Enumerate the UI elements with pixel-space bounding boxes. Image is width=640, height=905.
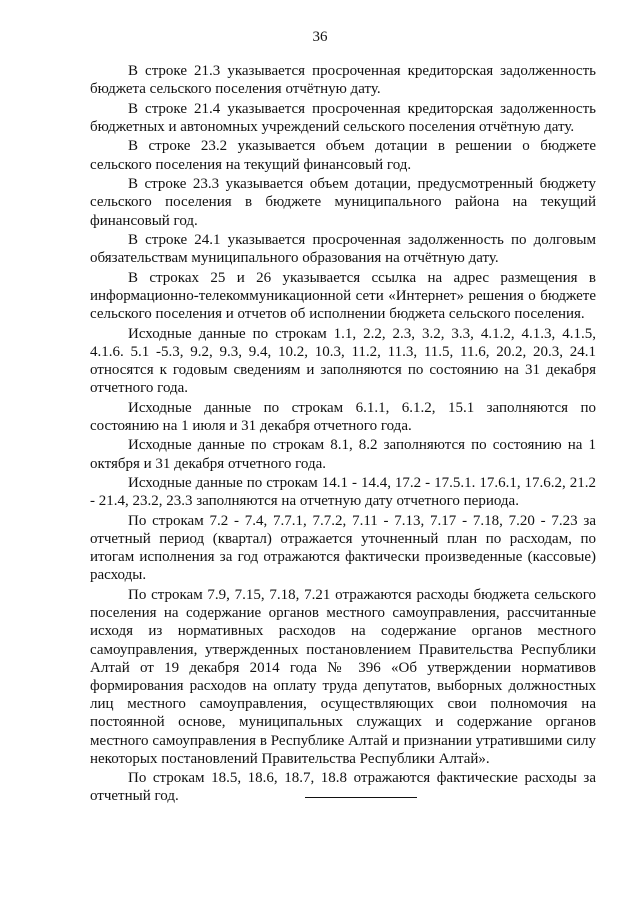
paragraph: Исходные данные по строкам 14.1 - 14.4, 17.2 - 17.5.1. 17.6.1, 17.6.2, 21.2 - 21.4, 23.2, 23.3 заполняются на отчетную дату отчетного периода. [90, 475, 596, 510]
paragraph: По строкам 18.5, 18.6, 18.7, 18.8 отражаются фактические расходы за отчетный год. [90, 770, 596, 805]
paragraph: Исходные данные по строкам 1.1, 2.2, 2.3, 3.2, 3.3, 4.1.2, 4.1.3, 4.1.5, 4.1.6. 5.1 -5.3, 9.2, 9.3, 9.4, 10.2, 10.3, 11.2, 11.3, 11.5, 11.6, 20.2, 20.3, 24.1 относятся к годовым сведениям и заполняются по состоянию на 31 декабря отчетного года. [90, 325, 596, 397]
paragraph: Исходные данные по строкам 8.1, 8.2 заполняются по состоянию на 1 октября и 31 декабря отчетного года. [90, 437, 596, 472]
paragraph: Исходные данные по строкам 6.1.1, 6.1.2, 15.1 заполняются по состоянию на 1 июля и 31 декабря отчетного года. [90, 399, 596, 434]
closing-rule [305, 797, 417, 798]
document-body [90, 62, 596, 807]
paragraph: В строках 25 и 26 указывается ссылка на адрес размещения в информационно-телекоммуникационной сети «Интернет» решения о бюджете сельского поселения и отчетов об исполнении бюджета сельского поселения. [90, 269, 596, 323]
paragraph: В строке 21.4 указывается просроченная кредиторская задолженность бюджетных и автономных учреждений сельского поселения отчётную дату. [90, 100, 596, 135]
paragraph: В строке 24.1 указывается просроченная задолженность по долговым обязательствам муниципального образования на отчётную дату. [90, 232, 596, 267]
paragraph: В строке 23.2 указывается объем дотации в решении о бюджете сельского поселения на текущий финансовый год. [90, 138, 596, 173]
paragraph: По строкам 7.9, 7.15, 7.18, 7.21 отражаются расходы бюджета сельского поселения на содержание органов местного самоуправления, рассчитанные исходя из нормативных расходов на содержание органов местного самоуправления, утвержденных постановлением Правительства Республики Алтай от 19 декабря 2014 года № 396 «Об утверждении нормативов формирования расходов на оплату труда депутатов, выборных должностных лиц местного самоуправления, осуществляющих свои полномочия на постоянной основе, муниципальных служащих и содержание органов местного самоуправления в Республике Алтай и признании утратившими силу некоторых постановлений Правительства Республики Алтай». [90, 586, 596, 767]
paragraph: По строкам 7.2 - 7.4, 7.7.1, 7.7.2, 7.11 - 7.13, 7.17 - 7.18, 7.20 - 7.23 за отчетный период (квартал) отражается уточненный план по расходам, по итогам исполнения за год отражаются фактически произведенные (кассовые) расходы. [90, 512, 596, 584]
page-number: 36 [312, 29, 328, 45]
paragraph: В строке 21.3 указывается просроченная кредиторская задолженность бюджета сельского поселения отчётную дату. [90, 63, 596, 98]
paragraph: В строке 23.3 указывается объем дотации, предусмотренный бюджету сельского поселения в бюджете муниципального района на текущий финансовый год. [90, 176, 596, 229]
